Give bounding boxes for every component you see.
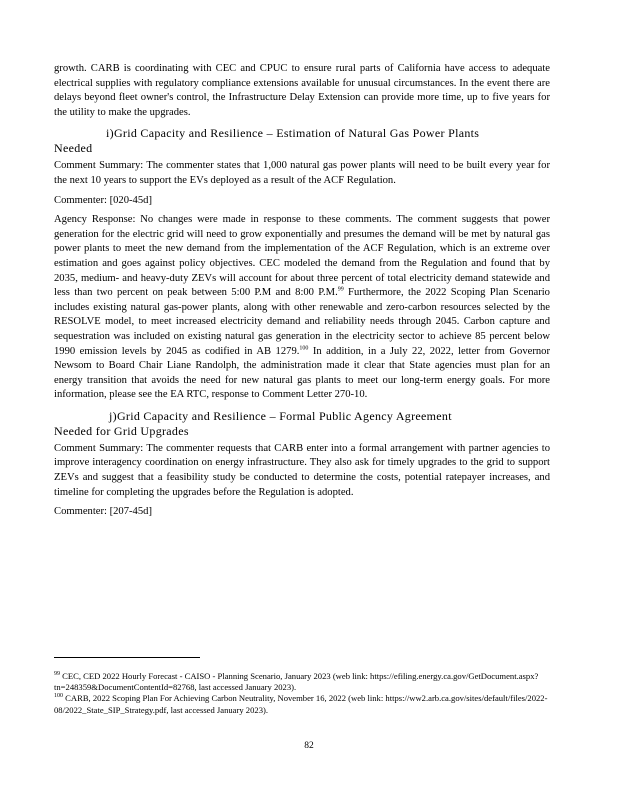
section-i-title-line1: Grid Capacity and Resilience – Estimation of Natural Gas Power Plants [113, 126, 480, 141]
section-j-title-line1: Grid Capacity and Resilience – Formal Public Agency Agreement [116, 408, 452, 423]
footnote-ref-100: 100 [299, 344, 309, 351]
page-body [54, 62, 550, 520]
section-i-heading [54, 126, 550, 156]
footnote-99-text: CEC, CED 2022 Hourly Forecast - CAISO - Planning Scenario, January 2023 (web link: https://efiling.energy.ca.gov/GetDocument.aspx?tn=248359&DocumentContentId=82768, last accessed January 2023). [54, 671, 539, 693]
agency-response-part-b: Furthermore, the 2022 Scoping Plan Scenario includes existing natural gas-power plants, along with other renewable and zero-carbon resources selected by the RESOLVE model, to meet increased electricity demand and reliability needs through 2045. Carbon capture and sequestration was included on existing natural gas generation in the electricity sector to achieve 85 percent below 1990 emission levels by 2045 as codified in AB 1279. [54, 287, 550, 357]
agency-response-part-a: Agency Response: No changes were made in response to these comments. The comment suggests that power generation for the electric grid will need to grow exponentially and presumes the demand will be met by natural gas power plants to meet the new demand from the implementation of the ACF Regulation, which is an extreme over estimation and goes against policy objectives. CEC modeled the demand from the Regulation and found that by 2035, medium- and heavy-duty ZEVs will account for about three percent of total electricity demand statewide and less than two percent on peak between 5:00 P.M and 8:00 P.M. [54, 214, 550, 299]
footnote-100-text: CARB, 2022 Scoping Plan For Achieving Carbon Neutrality, November 16, 2022 (web link: https://ww2.arb.ca.gov/sites/default/files/2022-08/2022_State_SIP_Strategy.pdf, last accessed January 2023). [54, 693, 548, 715]
section-j-title-line2: Needed for Grid Upgrades [54, 423, 189, 438]
footnote-99-number: 99 [54, 671, 60, 678]
footnote-ref-99: 99 [337, 286, 344, 293]
section-j-comment-summary: Comment Summary: The commenter requests that CARB enter into a formal arrangement with partner agencies to improve interagency coordination on energy infrastructure. They also ask for timely upgrades to the grid to support ZEVs and suggest that a feasibility study be conducted to determine the costs, potential ratepayer increases, and timeline for completing the upgrades before the Regulation is adopted. [54, 442, 550, 498]
section-i-commenter: Commenter: [020-45d] [54, 194, 152, 206]
footnote-divider [54, 657, 200, 658]
section-i-comment-summary: Comment Summary: The commenter states that 1,000 natural gas power plants will need to be built every year for the next 10 years to support the EVs deployed as a result of the ACF Regulation. [54, 160, 550, 186]
footnote-99 [54, 671, 550, 693]
section-j-heading [54, 409, 550, 439]
section-j-label: j) [109, 408, 117, 423]
section-i-label: i) [106, 126, 114, 141]
agency-response-part-c: In addition, in a July 22, 2022, letter from Governor Newsom to Board Chair Liane Randolph, the administration made it clear that State agencies must plan for an energy transition that avoids the need for new natural gas plants to meet our long-term energy goals. For more information, please see the EA RTC, response to Comment Letter 270-10. [54, 345, 550, 401]
intro-paragraph: growth. CARB is coordinating with CEC and CPUC to ensure rural parts of California have access to adequate electrical supplies with regulatory compliance extensions available for unusual circumstances. In the event there are delays beyond fleet owner's control, the Infrastructure Delay Extension can provide more time, up to five years for the utility to make the upgrades. [54, 63, 550, 118]
section-j-commenter: Commenter: [207-45d] [54, 506, 152, 518]
section-i-agency-response [54, 213, 550, 403]
footnotes [54, 671, 550, 716]
footnote-100 [54, 693, 550, 715]
page-number: 82 [304, 741, 314, 751]
footnote-100-number: 100 [54, 693, 63, 700]
section-i-title-line2: Needed [54, 141, 93, 156]
